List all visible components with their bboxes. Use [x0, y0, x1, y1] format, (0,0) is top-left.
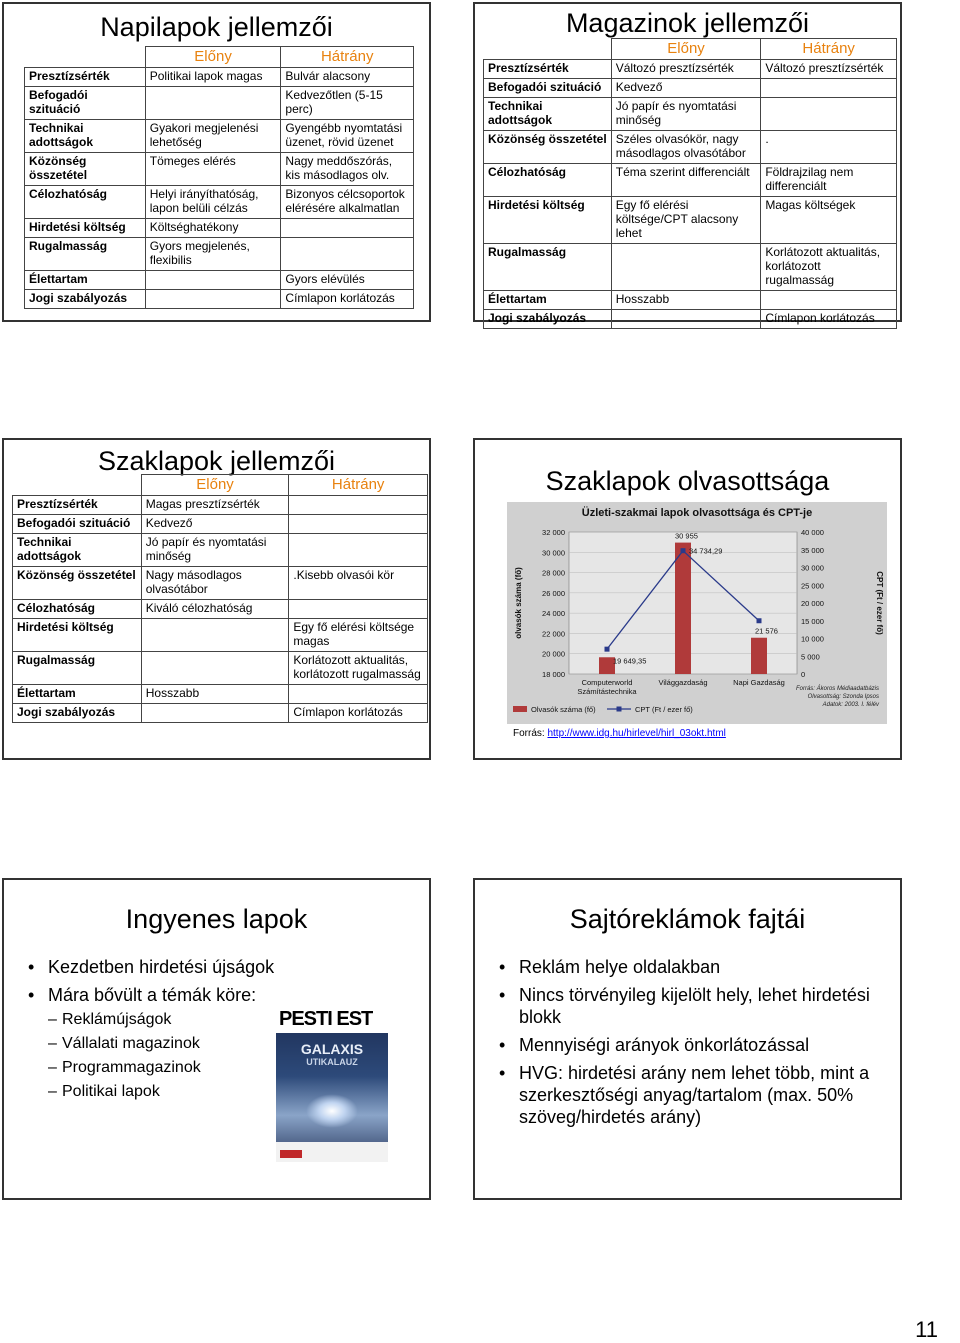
- list-item: [48, 1008, 278, 1032]
- row-label: Hirdetési költség: [484, 197, 612, 244]
- slide-title: Ingyenes lapok: [125, 904, 308, 934]
- pro-cell: Gyors megjelenés, flexibilis: [145, 238, 281, 271]
- row-label: Jogi szabályozás: [25, 290, 146, 309]
- pro-cell: [141, 619, 289, 652]
- table-row: [25, 186, 414, 219]
- con-cell: [761, 291, 897, 310]
- legend-marker-line: [617, 707, 622, 712]
- row-label: Jogi szabályozás: [484, 310, 612, 329]
- source-link[interactable]: http://www.idg.hu/hirlevel/hirl_03okt.html: [547, 728, 726, 739]
- y2-tick-label: 5 000: [801, 652, 820, 662]
- row-label: Közönség összetétel: [484, 131, 612, 164]
- y-tick-label: 32 000: [542, 528, 565, 537]
- list-item: [495, 1062, 885, 1128]
- pro-cell: [141, 704, 289, 723]
- con-cell: Földrajzilag nem differenciált: [761, 164, 897, 197]
- list-item: [48, 1032, 278, 1056]
- table-row: [13, 652, 428, 685]
- row-label: Hirdetési költség: [25, 219, 146, 238]
- con-cell: [761, 79, 897, 98]
- sub-item-text: Programmagazinok: [62, 1059, 201, 1076]
- pro-cell: Változó presztízsérték: [611, 60, 761, 79]
- x-tick-label: Számítástechnika: [577, 687, 637, 696]
- table-row: [484, 79, 897, 98]
- con-cell: Korlátozott aktualitás, korlátozott rugalmasság: [761, 244, 897, 291]
- y2-tick-label: 10 000: [801, 634, 824, 644]
- bullet-icon: •: [499, 1063, 506, 1083]
- table-row: [25, 153, 414, 186]
- con-cell: [289, 685, 428, 704]
- row-label: Hirdetési költség: [13, 619, 142, 652]
- con-cell: Bulvár alacsony: [281, 68, 414, 87]
- x-tick-label: Világgazdaság: [658, 678, 708, 687]
- table-body: [13, 496, 428, 723]
- slide-napilapok: [2, 2, 431, 322]
- slide-magazinok: [473, 2, 902, 325]
- pro-cell: Hosszabb: [611, 291, 761, 310]
- bullet-text: Mára bővült a témák köre:: [48, 985, 257, 1005]
- pro-cell: Költséghatékony: [145, 219, 281, 238]
- slide-olvasottsag: [473, 438, 902, 760]
- y-tick-label: 30 000: [542, 548, 565, 558]
- pro-cell: [145, 271, 281, 290]
- y2-tick-label: 40 000: [801, 528, 824, 537]
- sub-item-text: Reklámújságok: [62, 1011, 172, 1028]
- dash-icon: –: [48, 1059, 57, 1076]
- con-cell: Magas költségek: [761, 197, 897, 244]
- slide-title: Szaklapok jellemzői: [97, 446, 336, 476]
- x-tick-label: Computerworld: [581, 678, 633, 687]
- list-item: [48, 1056, 278, 1080]
- con-cell: [289, 534, 428, 567]
- table-row: [13, 600, 428, 619]
- pro-cell: Jó papír és nyomtatási minőség: [611, 98, 761, 131]
- table-row: [25, 271, 414, 290]
- table-row: [25, 219, 414, 238]
- row-label: Befogadói szituáció: [484, 79, 612, 98]
- table-row: [484, 197, 897, 244]
- chart-note: Adatok: 2003. I. félév: [822, 702, 879, 708]
- y-axis-label: olvasók száma (fő): [514, 567, 523, 639]
- sub-item-text: Vállalati magazinok: [62, 1035, 200, 1052]
- data-label: 34 734,29: [689, 546, 723, 556]
- chart-note: Olvasottság: Szonda Ipsos: [807, 694, 879, 700]
- list-item: [495, 956, 885, 978]
- row-label: Befogadói szituáció: [25, 87, 146, 120]
- table-row: [25, 120, 414, 153]
- pro-cell: Hosszabb: [141, 685, 289, 704]
- legend-label-line: CPT (Ft / ezer fő): [635, 705, 693, 714]
- table-row: [25, 68, 414, 87]
- comparison-table: [483, 38, 897, 329]
- y2-tick-label: 20 000: [801, 599, 824, 608]
- bullet-icon: •: [499, 1035, 506, 1055]
- cover-star-shape: [306, 1094, 358, 1128]
- header-empty: [13, 475, 142, 496]
- con-cell: [281, 219, 414, 238]
- source-prefix: Forrás:: [513, 728, 548, 739]
- con-cell: [289, 515, 428, 534]
- y-tick-label: 22 000: [542, 629, 565, 639]
- con-cell: Korlátozott aktualitás, korlátozott rugalmasság: [289, 652, 428, 685]
- bullet-icon: •: [499, 985, 506, 1005]
- table-row: [484, 164, 897, 197]
- comparison-table: [24, 46, 414, 309]
- source-note: [513, 728, 726, 739]
- y-tick-label: 24 000: [542, 609, 565, 619]
- row-label: Technikai adottságok: [25, 120, 146, 153]
- y2-tick-label: 0: [801, 670, 806, 679]
- table-row: [13, 534, 428, 567]
- y2-tick-label: 25 000: [801, 581, 824, 591]
- bullet-text: HVG: hirdetési arány nem lehet több, mint a szerkesztőségi anyag/tartalom (max. 50% szöveg/hirdetés arány): [519, 1063, 870, 1127]
- row-label: Presztízsérték: [484, 60, 612, 79]
- y2-axis-label: CPT (Ft / ezer fő): [875, 571, 884, 635]
- sub-item-text: Politikai lapok: [62, 1083, 160, 1100]
- con-cell: Egy fő elérési költsége magas: [289, 619, 428, 652]
- chart-title: Üzleti-szakmai lapok olvasottsága és CPT-je: [581, 507, 813, 519]
- con-cell: [281, 238, 414, 271]
- line-point: [605, 647, 610, 652]
- row-label: Közönség összetétel: [13, 567, 142, 600]
- chart-note: Forrás: Ákoros Médiaadatbázis: [795, 686, 879, 692]
- bullet-icon: •: [499, 957, 506, 977]
- con-cell: Címlapon korlátozás: [761, 310, 897, 329]
- table-row: [484, 310, 897, 329]
- cover-headline-2: UTIKALAUZ: [306, 1057, 358, 1067]
- list-item: [24, 956, 324, 978]
- pro-cell: Jó papír és nyomtatási minőség: [141, 534, 289, 567]
- con-cell: [289, 600, 428, 619]
- con-cell: Kedvezőtlen (5-15 perc): [281, 87, 414, 120]
- y-tick-label: 20 000: [542, 649, 565, 659]
- pro-cell: Téma szerint differenciált: [611, 164, 761, 197]
- data-label: 30 955: [675, 531, 698, 541]
- cover-logo: PESTI EST: [276, 1006, 388, 1033]
- pro-cell: [141, 652, 289, 685]
- table-header: [13, 475, 428, 496]
- table-row: [13, 567, 428, 600]
- y-tick-label: 26 000: [542, 588, 565, 598]
- row-label: Presztízsérték: [13, 496, 142, 515]
- header-pro: Előny: [145, 47, 281, 68]
- con-cell: Címlapon korlátozás: [289, 704, 428, 723]
- row-label: Célozhatóság: [25, 186, 146, 219]
- pro-cell: Helyi irányíthatóság, lapon belüli célzás: [145, 186, 281, 219]
- pro-cell: Tömeges elérés: [145, 153, 281, 186]
- row-label: Közönség összetétel: [25, 153, 146, 186]
- list-item: [495, 1034, 885, 1056]
- bullet-icon: •: [28, 985, 35, 1005]
- table-row: [484, 60, 897, 79]
- pro-cell: Kedvező: [141, 515, 289, 534]
- readership-chart: [507, 502, 887, 724]
- table-body: [25, 68, 414, 309]
- slide-title: Napilapok jellemzői: [100, 12, 333, 42]
- bar: [675, 543, 691, 674]
- header-con: Hátrány: [761, 39, 897, 60]
- table-row: [13, 704, 428, 723]
- header-empty: [484, 39, 612, 60]
- pro-cell: Politikai lapok magas: [145, 68, 281, 87]
- bullet-text: Nincs törvényileg kijelölt hely, lehet hirdetési blokk: [519, 985, 870, 1027]
- dash-icon: –: [48, 1035, 57, 1052]
- bullet-icon: •: [28, 957, 35, 977]
- cover-headline: GALAXIS: [300, 1041, 364, 1057]
- con-cell: Változó presztízsérték: [761, 60, 897, 79]
- bullet-text: Reklám helye oldalakban: [519, 957, 721, 977]
- bullet-text: Mennyiségi arányok önkorlátozással: [519, 1035, 810, 1055]
- dash-icon: –: [48, 1083, 57, 1100]
- table-row: [25, 238, 414, 271]
- legend-swatch-bar: [513, 706, 527, 712]
- table-row: [484, 98, 897, 131]
- con-cell: .Kisebb olvasói kör: [289, 567, 428, 600]
- con-cell: Gyengébb nyomtatási üzenet, rövid üzenet: [281, 120, 414, 153]
- x-tick-label: Napi Gazdaság: [733, 678, 785, 687]
- cover-footer-mark: [280, 1150, 302, 1158]
- pro-cell: Széles olvasókör, nagy másodlagos olvasótábor: [611, 131, 761, 164]
- pro-cell: Magas presztízsérték: [141, 496, 289, 515]
- slide-szaklapok: [2, 438, 431, 760]
- pro-cell: Gyakori megjelenési lehetőség: [145, 120, 281, 153]
- row-label: Élettartam: [25, 271, 146, 290]
- legend-label-bar: Olvasók száma (fő): [531, 705, 596, 714]
- slide-ingyenes: [2, 878, 431, 1200]
- slide-title: Magazinok jellemzői: [565, 8, 810, 38]
- pro-cell: Egy fő elérési költsége/CPT alacsony lehet: [611, 197, 761, 244]
- slide-title: Sajtóreklámok fajtái: [569, 904, 806, 934]
- table-row: [484, 131, 897, 164]
- con-cell: [289, 496, 428, 515]
- line-point: [681, 548, 686, 553]
- y2-tick-label: 15 000: [801, 616, 824, 626]
- y2-tick-label: 30 000: [801, 563, 824, 573]
- pro-cell: [145, 290, 281, 309]
- list-item: [48, 1080, 278, 1104]
- header-con: Hátrány: [289, 475, 428, 496]
- line-point: [757, 618, 762, 623]
- con-cell: Nagy meddőszórás, kis másodlagos olv.: [281, 153, 414, 186]
- con-cell: .: [761, 131, 897, 164]
- magazine-cover-image: [276, 1006, 388, 1162]
- data-label: 19 649,35: [613, 656, 647, 666]
- row-label: Rugalmasság: [13, 652, 142, 685]
- header-con: Hátrány: [281, 47, 414, 68]
- table-body: [484, 60, 897, 329]
- row-label: Rugalmasság: [484, 244, 612, 291]
- table-header: [484, 39, 897, 60]
- list-item: [495, 984, 885, 1028]
- header-pro: Előny: [611, 39, 761, 60]
- row-label: Élettartam: [13, 685, 142, 704]
- pro-cell: [145, 87, 281, 120]
- row-label: Technikai adottságok: [484, 98, 612, 131]
- pro-cell: [611, 244, 761, 291]
- dash-icon: –: [48, 1011, 57, 1028]
- row-label: Célozhatóság: [484, 164, 612, 197]
- row-label: Rugalmasság: [25, 238, 146, 271]
- con-cell: Gyors elévülés: [281, 271, 414, 290]
- table-row: [25, 87, 414, 120]
- bar: [751, 638, 767, 674]
- data-label: 21 576: [755, 626, 778, 636]
- table-header: [25, 47, 414, 68]
- pro-cell: Nagy másodlagos olvasótábor: [141, 567, 289, 600]
- pro-cell: Kedvező: [611, 79, 761, 98]
- table-row: [484, 291, 897, 310]
- table-row: [13, 619, 428, 652]
- con-cell: Bizonyos célcsoportok elérésére alkalmatlan: [281, 186, 414, 219]
- con-cell: Címlapon korlátozás: [281, 290, 414, 309]
- page-number: 11: [915, 1317, 938, 1342]
- bullet-list: [495, 956, 885, 1134]
- y-tick-label: 18 000: [542, 670, 565, 679]
- row-label: Célozhatóság: [13, 600, 142, 619]
- header-pro: Előny: [141, 475, 289, 496]
- pro-cell: Kiváló célozhatóság: [141, 600, 289, 619]
- table-row: [13, 515, 428, 534]
- row-label: Élettartam: [484, 291, 612, 310]
- row-label: Befogadói szituáció: [13, 515, 142, 534]
- con-cell: [761, 98, 897, 131]
- pro-cell: [611, 310, 761, 329]
- slide-sajtoreklamok: [473, 878, 902, 1200]
- table-row: [484, 244, 897, 291]
- row-label: Presztízsérték: [25, 68, 146, 87]
- list-item: [24, 984, 324, 1006]
- header-empty: [25, 47, 146, 68]
- y2-tick-label: 35 000: [801, 545, 824, 555]
- row-label: Technikai adottságok: [13, 534, 142, 567]
- bullet-list: [24, 956, 324, 1012]
- y-tick-label: 28 000: [542, 568, 565, 578]
- bullet-text: Kezdetben hirdetési újságok: [48, 957, 275, 977]
- row-label: Jogi szabályozás: [13, 704, 142, 723]
- table-row: [13, 496, 428, 515]
- sub-list: [48, 1008, 278, 1104]
- table-row: [13, 685, 428, 704]
- comparison-table: [12, 474, 428, 723]
- table-row: [25, 290, 414, 309]
- slide-title: Szaklapok olvasottsága: [545, 466, 830, 496]
